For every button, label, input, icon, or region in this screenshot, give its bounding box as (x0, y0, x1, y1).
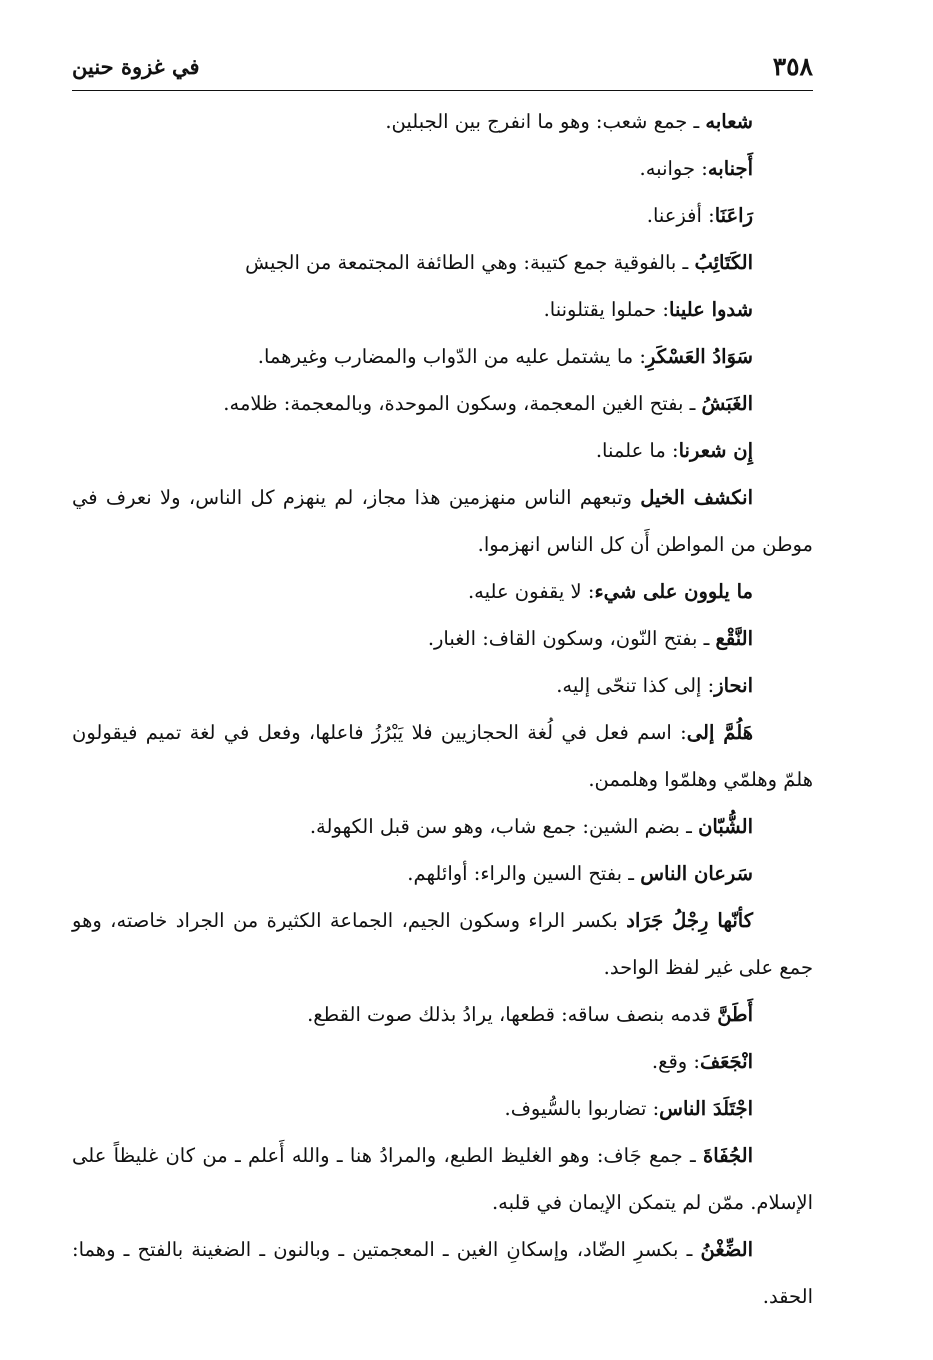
glossary-term: إِن شعرنا (678, 439, 753, 462)
glossary-term: الجُفَاةَ (703, 1144, 753, 1167)
glossary-definition: : وقع. (651, 1050, 700, 1073)
glossary-definition: : تضاربوا بالسُّيوف. (504, 1097, 660, 1120)
glossary-entry (72, 568, 813, 615)
glossary-entry (72, 615, 813, 662)
glossary-term: سَرعان الناس (640, 862, 753, 885)
glossary-term: الشُّبّان (698, 815, 753, 838)
glossary-entry (72, 474, 813, 568)
glossary-definition: وتبعهم الناس منهزمين هذا مجاز، لم ينهزم كل الناس، ولا نعرف في موطن من المواطن أَن كل الناس انهزموا. (72, 486, 813, 556)
glossary-definition: ـ بالفوقية جمع كتيبة: وهي الطائفة المجتمعة من الجيش (245, 251, 695, 274)
glossary-definition: ـ بفتح الغين المعجمة، وسكون الموحدة، وبالمعجمة: ظلامه. (223, 392, 702, 415)
glossary-definition: : إلى كذا تنحّى إليه. (556, 674, 715, 697)
glossary-entry (72, 803, 813, 850)
glossary-term: انحاز (714, 674, 753, 697)
glossary-term: شدوا علينا (669, 298, 753, 321)
glossary-definition: ـ بضم الشين: جمع شاب، وهو سن قبل الكهولة. (309, 815, 699, 838)
glossary-term: أَطَنَّ (717, 1003, 753, 1026)
glossary-term: شعابه (705, 110, 753, 133)
glossary-term: النَّقْع (715, 627, 753, 650)
glossary-entry (72, 98, 813, 145)
glossary-term: ما يلوون على شيء (594, 580, 753, 603)
glossary-entry (72, 380, 813, 427)
glossary-definition: : ما يشتمل عليه من الدّواب والمضارب وغيرهما. (257, 345, 646, 368)
glossary-entry (72, 427, 813, 474)
glossary-entry (72, 333, 813, 380)
glossary-definition: ـ جمع شعب: وهو ما انفرج بين الجبلين. (385, 110, 706, 133)
glossary-definition: ـ بكسرِ الضّاد، وإسكانِ الغين ـ المعجمتين ـ وبالنون ـ الضغينة بالفتح ـ وهما: الحقد. (72, 1238, 813, 1308)
glossary-entry (72, 192, 813, 239)
glossary-definition: : أفزعنا. (646, 204, 715, 227)
glossary-entry (72, 709, 813, 803)
glossary-term: كأنّها رِجْلُ جَرَاد (626, 909, 753, 932)
glossary-term: سَوَادُ العَسْكَرِ (646, 345, 753, 368)
glossary-term: الغَبَشُ (701, 392, 753, 415)
glossary-entry (72, 239, 813, 286)
glossary-term: هَلُمَّ إلى (686, 721, 753, 744)
glossary-entry (72, 991, 813, 1038)
glossary-definition: : لا يقفون عليه. (467, 580, 595, 603)
glossary-term: اجْتَلَدَ الناس (659, 1097, 753, 1120)
glossary-entry (72, 1226, 813, 1320)
glossary-term: انكشف الخيل (640, 486, 753, 509)
glossary-term: أَجنابه (707, 157, 753, 180)
glossary-term: رَاعَنَا (714, 204, 753, 227)
glossary-term: انْجَعَفَ (699, 1050, 753, 1073)
glossary-definition: : ما علمنا. (595, 439, 679, 462)
glossary-definition: : جوانبه. (639, 157, 708, 180)
glossary-definition: ـ بفتح السين والراء: أوائلهم. (407, 862, 641, 885)
page-header (72, 46, 813, 91)
glossary-entry (72, 897, 813, 991)
glossary-definition: : حملوا يقتلوننا. (543, 298, 669, 321)
running-title: في غزوة حنين (72, 54, 200, 79)
glossary-definition: بكسر الراء وسكون الجيم، الجماعة الكثيرة من الجراد خاصته، وهو جمع على غير لفظ الواحد. (72, 909, 813, 979)
glossary-body (72, 98, 813, 1320)
glossary-definition: قدمه بنصف ساقه: قطعها، يرادُ بذلك صوت القطع. (307, 1003, 718, 1026)
glossary-definition: : اسم فعل في لُغة الحجازيين فلا يَبْرُزُ فاعلها، وفعل في لغة تميم فيقولون هلمّ وهلمّي وهلمّوا وهلممن. (72, 721, 813, 791)
glossary-term: الكَتَائِبُ (694, 251, 753, 274)
glossary-entry (72, 286, 813, 333)
glossary-entry (72, 662, 813, 709)
glossary-definition: ـ جمع جَاف: وهو الغليظ الطبع، والمرادُ هنا ـ والله أَعلم ـ من كان غليظاً على الإسلام. ممّن لم يتمكن الإيمان في قلبه. (72, 1144, 813, 1214)
glossary-entry (72, 145, 813, 192)
glossary-entry (72, 1085, 813, 1132)
page-number: ٣٥٨ (772, 52, 813, 81)
glossary-entry (72, 1038, 813, 1085)
glossary-entry (72, 1132, 813, 1226)
glossary-definition: ـ بفتح النّون، وسكون القاف: الغبار. (427, 627, 716, 650)
glossary-term: الضِّغْنُ (700, 1238, 753, 1261)
glossary-entry (72, 850, 813, 897)
